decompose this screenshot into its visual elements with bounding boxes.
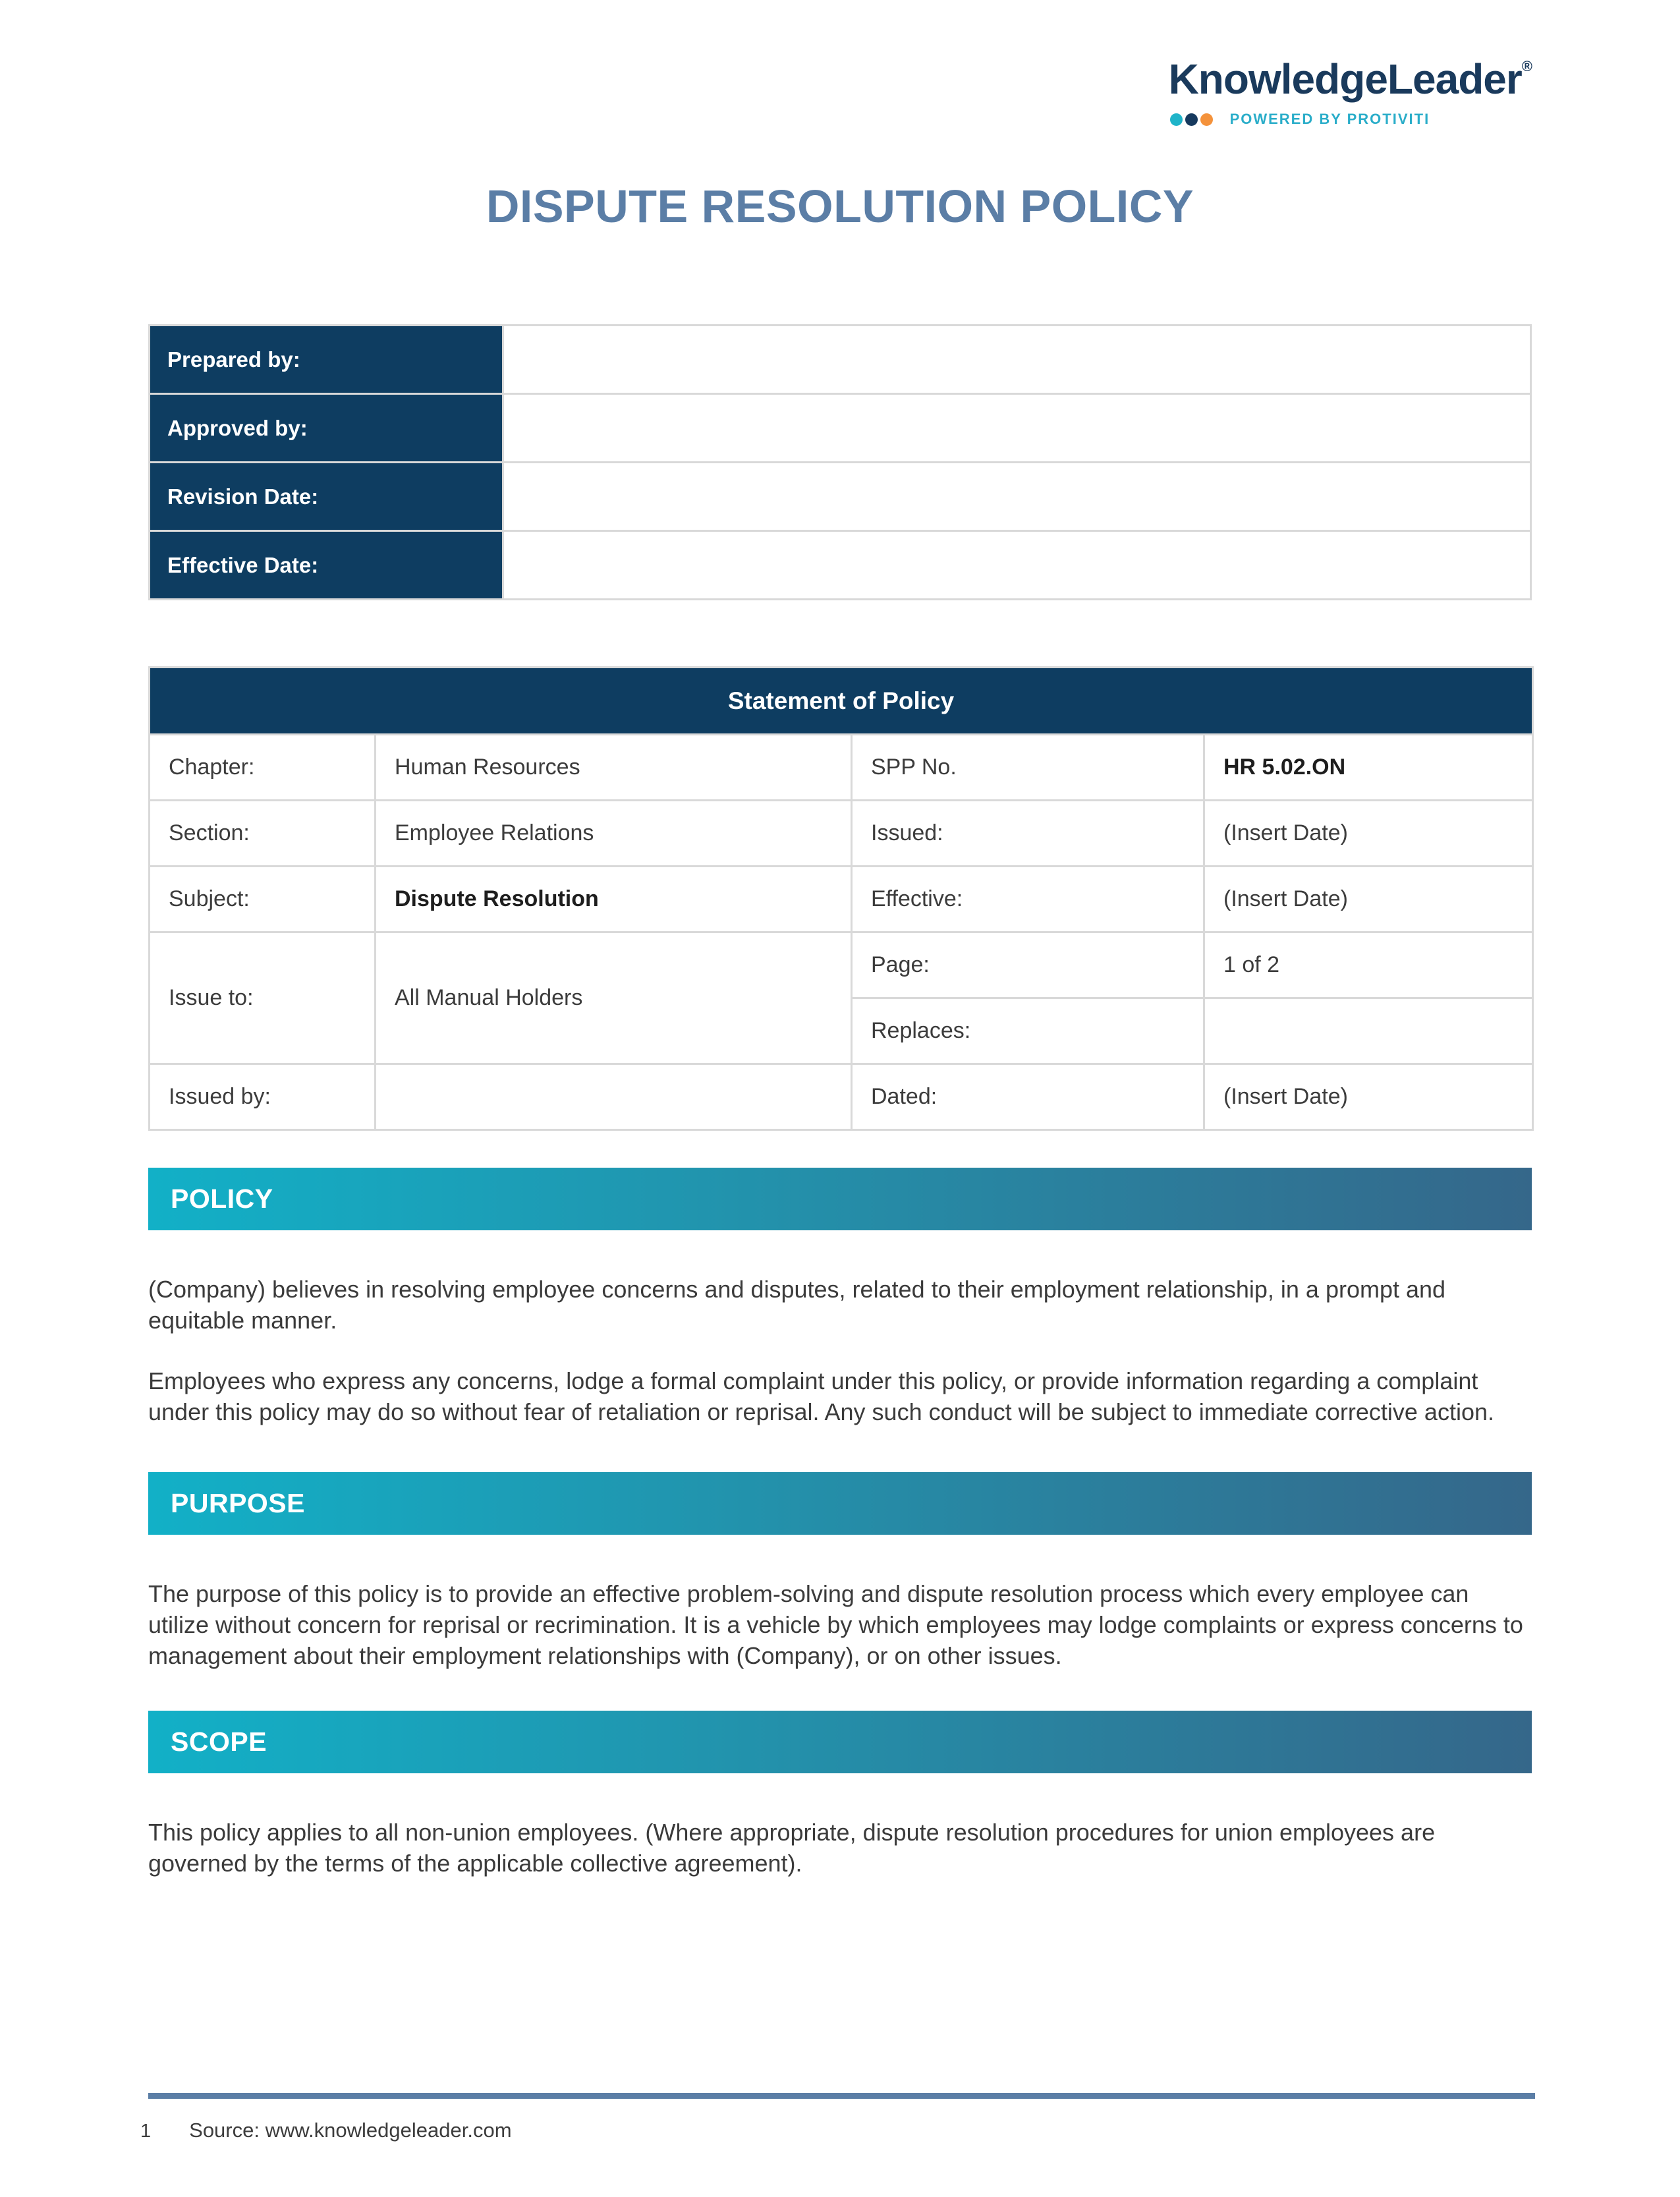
issued-by-value bbox=[376, 1064, 852, 1130]
approved-by-value bbox=[503, 394, 1531, 463]
page-title: DISPUTE RESOLUTION POLICY bbox=[486, 181, 1194, 232]
page-footer bbox=[140, 2093, 1535, 2142]
scope-paragraph-1: This policy applies to all non-union employees. (Where appropriate, dispute resolution procedures for union employees are governed by the terms of the applicable collective agreement). bbox=[148, 1819, 1436, 1877]
effective-value: (Insert Date) bbox=[1204, 867, 1533, 932]
approved-by-label: Approved by: bbox=[150, 394, 503, 463]
prepared-by-label: Prepared by: bbox=[150, 326, 503, 394]
revision-date-label: Revision Date: bbox=[150, 463, 503, 531]
source-text: Source: www.knowledgeleader.com bbox=[189, 2119, 512, 2142]
preparation-info-table bbox=[148, 324, 1532, 600]
effective-date-value bbox=[503, 531, 1531, 600]
dated-value: (Insert Date) bbox=[1204, 1064, 1533, 1130]
logo-tagline: POWERED BY PROTIVITI bbox=[1229, 111, 1430, 127]
section-header-policy: POLICY bbox=[148, 1168, 1532, 1230]
subject-value: Dispute Resolution bbox=[376, 867, 852, 932]
page-label: Page: bbox=[852, 932, 1204, 998]
section-header-purpose: PURPOSE bbox=[148, 1472, 1532, 1535]
page-value: 1 of 2 bbox=[1204, 932, 1533, 998]
effective-date-label: Effective Date: bbox=[150, 531, 503, 600]
issued-label: Issued: bbox=[852, 801, 1204, 867]
table-row bbox=[150, 735, 1533, 801]
issue-to-label: Issue to: bbox=[150, 932, 376, 1064]
section-label: Section: bbox=[150, 801, 376, 867]
chapter-label: Chapter: bbox=[150, 735, 376, 801]
replaces-label: Replaces: bbox=[852, 998, 1204, 1064]
table-row bbox=[150, 932, 1533, 998]
spp-no-label: SPP No. bbox=[852, 735, 1204, 801]
table-header-row bbox=[150, 668, 1533, 735]
brand-name: KnowledgeLeader bbox=[1168, 55, 1522, 103]
statement-table-title: Statement of Policy bbox=[150, 668, 1533, 735]
prepared-by-value bbox=[503, 326, 1531, 394]
policy-paragraph-1: (Company) believes in resolving employee concerns and disputes, related to their employment relationship, in a prompt and equitable manner. bbox=[148, 1276, 1446, 1334]
table-row bbox=[150, 326, 1531, 394]
page-content bbox=[148, 0, 1532, 1879]
dated-label: Dated: bbox=[852, 1064, 1204, 1130]
footer-text-row bbox=[140, 2119, 1535, 2142]
table-row bbox=[150, 801, 1533, 867]
table-row bbox=[150, 463, 1531, 531]
effective-label: Effective: bbox=[852, 867, 1204, 932]
spp-no-value: HR 5.02.ON bbox=[1204, 735, 1533, 801]
issued-by-label: Issued by: bbox=[150, 1064, 376, 1130]
issued-value: (Insert Date) bbox=[1204, 801, 1533, 867]
chapter-value: Human Resources bbox=[376, 735, 852, 801]
section-header-scope: SCOPE bbox=[148, 1711, 1532, 1773]
registered-trademark-icon: ® bbox=[1521, 58, 1532, 74]
statement-of-policy-table bbox=[148, 666, 1534, 1131]
table-row bbox=[150, 1064, 1533, 1130]
table-row bbox=[150, 394, 1531, 463]
footnote-number: 1 bbox=[140, 2121, 152, 2142]
table-row bbox=[150, 867, 1533, 932]
footer-divider bbox=[148, 2093, 1535, 2099]
purpose-paragraph-1: The purpose of this policy is to provide an effective problem-solving and dispute resolution process which every employee can utilize without concern for reprisal or recrimination. It is a vehicle by which employees may lodge complaints or express concerns to management about their employment relationships with (Company), or on other issues. bbox=[148, 1580, 1523, 1669]
section-value: Employee Relations bbox=[376, 801, 852, 867]
issue-to-value: All Manual Holders bbox=[376, 932, 852, 1064]
revision-date-value bbox=[503, 463, 1531, 531]
policy-paragraph-2: Employees who express any concerns, lodge a formal complaint under this policy, or provide information regarding a complaint under this policy may do so without fear of retaliation or reprisal. Any such conduct will be subject to immediate corrective action. bbox=[148, 1367, 1494, 1425]
replaces-value bbox=[1204, 998, 1533, 1064]
subject-label: Subject: bbox=[150, 867, 376, 932]
table-row bbox=[150, 531, 1531, 600]
